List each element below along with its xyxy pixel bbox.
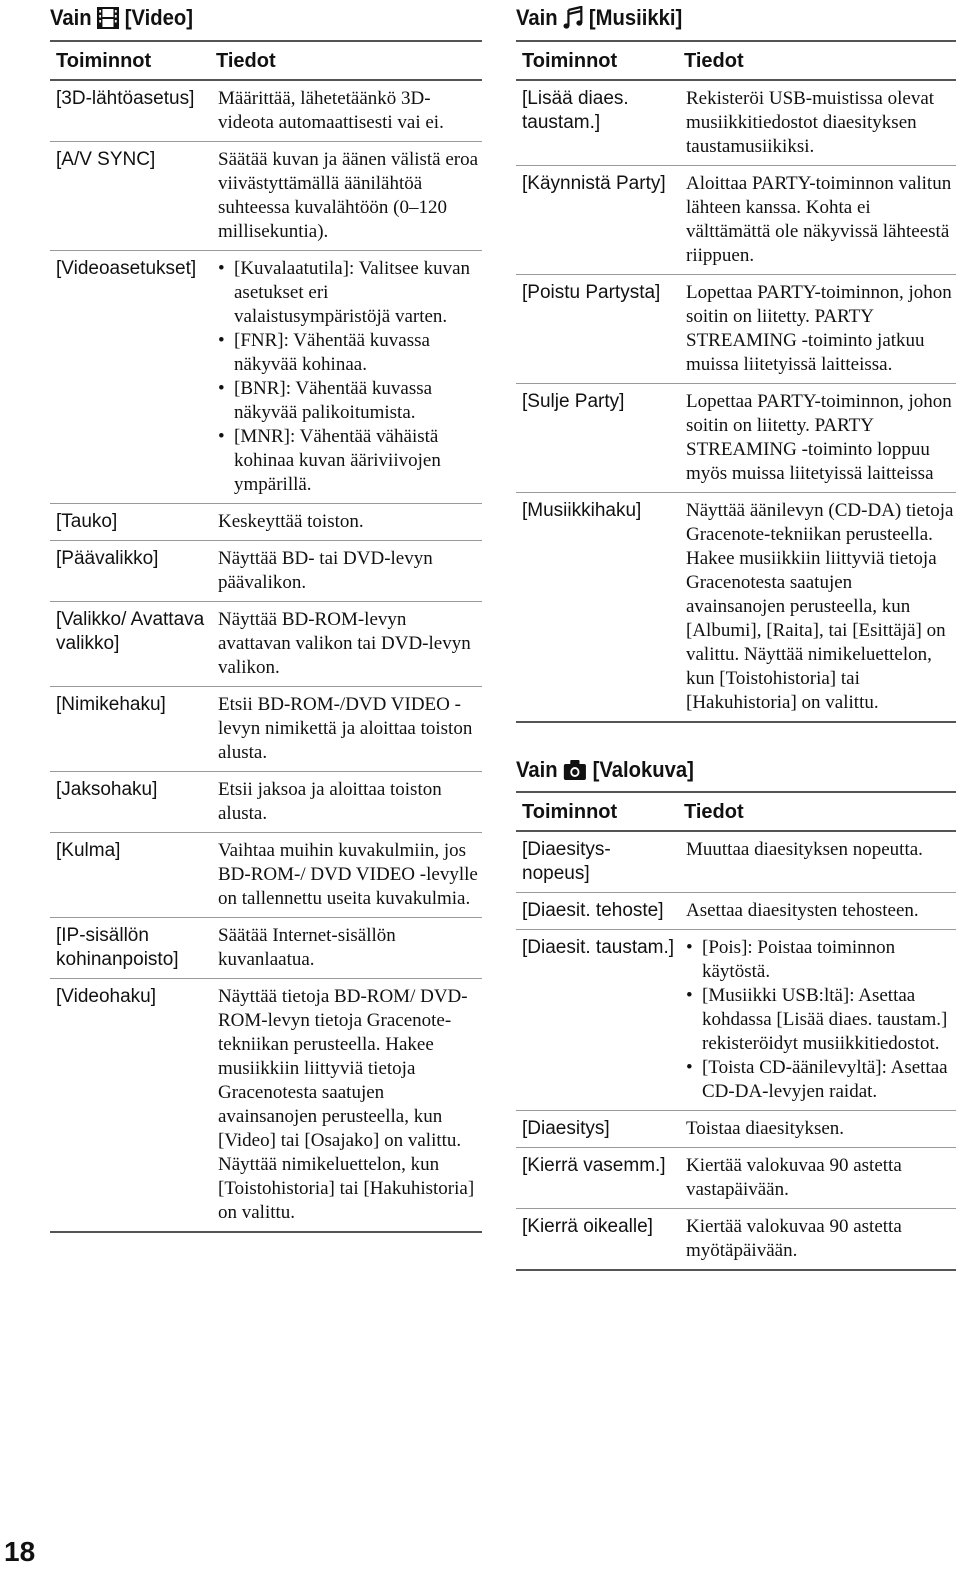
details-text: Lopettaa PARTY-toiminnon, johon soitin on liitetty. PARTY STREAMING -toiminto jatkuu muissa liitetyissä laitteissa. (686, 282, 952, 375)
music-title-suffix: [Musiikki] (588, 5, 683, 30)
function-name: [Kierrä vasemm.] (516, 1148, 678, 1209)
details-text: Vaihtaa muihin kuvakulmiin, jos BD-ROM-/ DVD VIDEO -levylle on tallennettu useita kuvakulmia. (218, 840, 478, 909)
table-row (50, 541, 482, 602)
table-row (50, 833, 482, 918)
page-number: 18 (4, 1536, 36, 1567)
function-name: [Jaksohaku] (50, 772, 210, 833)
music-title-prefix: Vain (516, 5, 558, 30)
table-row (516, 493, 956, 723)
details-text: Lopettaa PARTY-toiminnon, johon soitin on liitetty. PARTY STREAMING -toiminto loppuu myös muissa liitetyissä laitteissa (686, 391, 952, 484)
functions-header: Toiminnot (50, 41, 210, 80)
function-details (678, 1148, 956, 1209)
function-name: [Diaesit. taustam.] (516, 930, 678, 1111)
table-row (50, 687, 482, 772)
function-name: [Diaesitys-nopeus] (516, 831, 678, 893)
details-text: Näyttää BD-ROM-levyn avattavan valikon tai DVD-levyn valikon. (218, 609, 471, 678)
music-note-icon (563, 6, 583, 30)
details-text: Näyttää tietoja BD-ROM/ DVD-ROM-levyn tietoja Gracenote-tekniikan perusteella. Hakee musiikkiin liittyviä tietoja Gracenotesta saatujen avainsanojen perusteella, kun [Video] tai [Osajako] on valittu. Näyttää nimikeluettelon, kun [Toistohistoria] tai [Hakuhistoria] on valittu. (218, 986, 475, 1223)
function-details (678, 166, 956, 275)
table-row (50, 504, 482, 541)
details-header: Tiedot (210, 41, 482, 80)
function-details (678, 1111, 956, 1148)
function-name: [Videohaku] (50, 979, 210, 1233)
photo-section-title (516, 753, 921, 787)
details-text: Säätää kuvan ja äänen välistä eroa viivästyttämällä äänilähtöä suhteessa kuvalähtöön (0–120 millisekuntia). (218, 149, 479, 242)
music-section-title (516, 0, 921, 36)
table-row (50, 979, 482, 1233)
function-name: [Tauko] (50, 504, 210, 541)
video-section-title (50, 0, 447, 36)
table-row (50, 918, 482, 979)
functions-header: Toiminnot (516, 792, 678, 831)
function-name: [Lisää diaes. taustam.] (516, 80, 678, 166)
details-bullet: • [MNR]: Vähentää vähäistä kohinaa kuvan ääriviivojen ympärillä. (218, 425, 482, 497)
table-row (50, 772, 482, 833)
video-title-suffix: [Video] (124, 5, 193, 30)
music-photo-column (516, 0, 956, 1271)
details-bullet: • [Toista CD-äänilevyltä]: Asettaa CD-DA-levyjen raidat. (686, 1056, 956, 1104)
camera-icon (563, 759, 587, 781)
table-row (516, 1209, 956, 1271)
photo-table (516, 791, 956, 1271)
film-icon (97, 7, 119, 29)
function-details (678, 831, 956, 893)
function-name: [Diaesitys] (516, 1111, 678, 1148)
function-name: [Kulma] (50, 833, 210, 918)
function-details (210, 833, 482, 918)
table-row (516, 384, 956, 493)
details-bullet: • [Musiikki USB:ltä]: Asettaa kohdassa [Lisää diaes. taustam.] rekisteröidyt musiikkitiedostot. (686, 984, 956, 1056)
video-table (50, 40, 482, 1233)
function-name: [Valikko/ Avattava valikko] (50, 602, 210, 687)
function-name: [IP-sisällön kohinanpoisto] (50, 918, 210, 979)
function-name: [Videoasetukset] (50, 251, 210, 504)
details-text: Näyttää äänilevyn (CD-DA) tietoja Gracenote-tekniikan perusteella. Hakee musiikkiin liittyviä tietoja Gracenotesta saatujen avainsanojen perusteella, kun [Albumi], [Raita], tai [Esittäjä] on valittu. Näyttää nimikeluettelon, kun [Toistohistoria] tai [Hakuhistoria] on valittu. (686, 500, 954, 713)
details-header: Tiedot (678, 41, 956, 80)
table-row (50, 251, 482, 504)
function-details (210, 541, 482, 602)
function-details (678, 893, 956, 930)
function-name: [Musiikkihaku] (516, 493, 678, 723)
table-row (50, 142, 482, 251)
table-row (50, 80, 482, 142)
table-row (516, 80, 956, 166)
function-details (678, 1209, 956, 1271)
details-bullet-list (686, 936, 956, 1104)
function-details (210, 251, 482, 504)
table-row (516, 930, 956, 1111)
function-name: [Päävalikko] (50, 541, 210, 602)
function-details (678, 80, 956, 166)
video-column (50, 0, 482, 1233)
photo-title-prefix: Vain (516, 757, 558, 782)
music-table (516, 40, 956, 723)
details-bullet: • [BNR]: Vähentää kuvassa näkyvää palikoitumista. (218, 377, 482, 425)
table-row (516, 1111, 956, 1148)
function-details (210, 687, 482, 772)
function-name: [Nimikehaku] (50, 687, 210, 772)
details-bullet: • [Kuvalaatutila]: Valitsee kuvan asetukset eri valaistusympäristöjä varten. (218, 257, 482, 329)
function-details (678, 493, 956, 723)
details-bullet: • [FNR]: Vähentää kuvassa näkyvää kohinaa. (218, 329, 482, 377)
function-details (678, 930, 956, 1111)
details-bullet-list (218, 257, 482, 497)
function-name: [Diaesit. tehoste] (516, 893, 678, 930)
details-text: Kiertää valokuvaa 90 astetta myötäpäivään. (686, 1216, 902, 1261)
function-name: [Käynnistä Party] (516, 166, 678, 275)
function-details (678, 384, 956, 493)
details-header: Tiedot (678, 792, 956, 831)
table-row (516, 893, 956, 930)
function-details (210, 602, 482, 687)
function-details (210, 504, 482, 541)
table-row (516, 1148, 956, 1209)
function-name: [Poistu Partysta] (516, 275, 678, 384)
details-text: Aloittaa PARTY-toiminnon valitun lähteen kanssa. Kohta ei välttämättä ole näkyvissä lähteestä riippuen. (686, 173, 952, 266)
video-title-prefix: Vain (50, 5, 92, 30)
details-text: Muuttaa diaesityksen nopeutta. (686, 839, 923, 860)
functions-header: Toiminnot (516, 41, 678, 80)
function-details (210, 80, 482, 142)
details-text: Näyttää BD- tai DVD-levyn päävalikon. (218, 548, 433, 593)
details-text: Keskeyttää toiston. (218, 511, 364, 532)
details-text: Asettaa diaesitysten tehosteen. (686, 900, 919, 921)
function-name: [Sulje Party] (516, 384, 678, 493)
details-text: Kiertää valokuvaa 90 astetta vastapäivään. (686, 1155, 902, 1200)
details-text: Etsii BD-ROM-/DVD VIDEO -levyn nimikettä ja aloittaa toiston alusta. (218, 694, 473, 763)
details-text: Säätää Internet-sisällön kuvanlaatua. (218, 925, 396, 970)
details-text: Määrittää, lähetetäänkö 3D-videota automaattisesti vai ei. (218, 88, 444, 133)
function-name: [A/V SYNC] (50, 142, 210, 251)
table-row (516, 166, 956, 275)
function-details (210, 979, 482, 1233)
table-row (516, 831, 956, 893)
details-text: Etsii jaksoa ja aloittaa toiston alusta. (218, 779, 442, 824)
function-details (210, 772, 482, 833)
function-name: [3D-lähtöasetus] (50, 80, 210, 142)
function-details (678, 275, 956, 384)
photo-title-suffix: [Valokuva] (592, 757, 694, 782)
table-row (516, 275, 956, 384)
details-text: Rekisteröi USB-muistissa olevat musiikkitiedostot diaesityksen taustamusiikiksi. (686, 88, 935, 157)
details-bullet: • [Pois]: Poistaa toiminnon käytöstä. (686, 936, 956, 984)
details-text: Toistaa diaesityksen. (686, 1118, 845, 1139)
function-details (210, 142, 482, 251)
function-name: [Kierrä oikealle] (516, 1209, 678, 1271)
table-row (50, 602, 482, 687)
function-details (210, 918, 482, 979)
